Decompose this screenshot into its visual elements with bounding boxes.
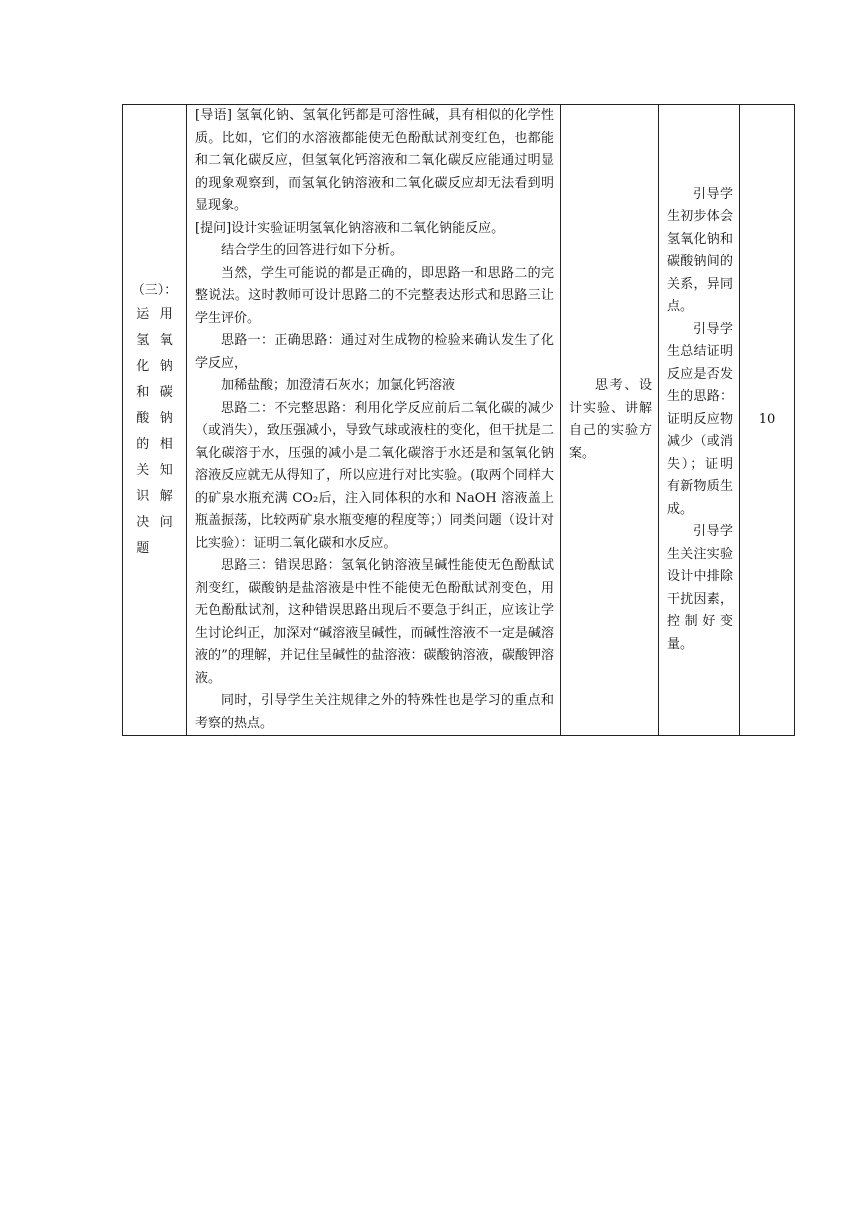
student-activity-content: [561, 375, 658, 465]
intent-paragraph: 引导学生总结证明反应是否发生的思路：证明反应物减少（或消失）；证明有新物质生成。: [667, 321, 733, 517]
section-title-char: 化: [136, 358, 150, 374]
section-title-char: 的: [136, 436, 150, 452]
section-title-char: 知: [159, 462, 173, 478]
section-title-char: 用: [159, 306, 173, 322]
section-title-char: 酸: [136, 410, 150, 426]
table-row: [123, 105, 795, 736]
lesson-plan-table: [122, 104, 795, 736]
teacher-paragraph: 思路三：错误思路：氢氧化钠溶液呈碱性能使无色酚酞试剂变红，碳酸钠是盐溶液是中性不能使无色酚酞试剂变色，用无色酚酞试剂，这种错误思路出现后不要急于纠正，应该让学生讨论纠正，加深对“碱溶液呈碱性，而碱性溶液不一定是碱溶液的”的理解，并记住呈碱性的盐溶液：碳酸钠溶液，碳酸钾溶液。: [195, 558, 554, 686]
section-title-char: 识: [136, 488, 150, 504]
teacher-paragraph: 当然，学生可能说的都是正确的，即思路一和思路二的完整说法。这时教师可设计思路二的不完整表达形式和思路三让学生评价。: [195, 265, 554, 326]
design-intent-content: [659, 184, 739, 657]
time-value: 10: [758, 411, 776, 427]
student-activity-cell: [561, 105, 659, 736]
section-title-char: 碳: [159, 384, 173, 400]
section-title-char: 相: [159, 436, 173, 452]
section-title-char: 钠: [159, 358, 173, 374]
teacher-paragraph: 结合学生的回答进行如下分析。: [221, 243, 404, 258]
section-title-char: 氢: [136, 332, 150, 348]
design-intent-cell: [659, 105, 740, 736]
section-title-char: 钠: [159, 410, 173, 426]
teacher-paragraph: [导语] 氢氧化钠、氢氧化钙都是可溶性碱，具有相似的化学性质。比如，它们的水溶液都能使无色酚酞试剂变红色，也都能和二氧化碳反应，但氢氧化钙溶液和二氧化碳反应能通过明显的现象观察到，而氢氧化钠溶液和二氧化碳反应却无法看到明显现象。: [195, 108, 554, 213]
teacher-paragraph: 加稀盐酸；加澄清石灰水；加氯化钙溶液: [221, 378, 456, 393]
teacher-paragraph: 同时，引导学生关注规律之外的特殊性也是学习的重点和考察的热点。: [195, 693, 554, 731]
teacher-activity-cell: [187, 105, 561, 736]
section-label: （三）：: [131, 283, 178, 299]
section-title-char: 解: [159, 488, 173, 504]
section-title-char: 运: [136, 306, 150, 322]
section-title-char: 氧: [159, 332, 173, 348]
intent-paragraph: 引导学生关注实验设计中排除干扰因素，控制好变量。: [667, 524, 733, 652]
teacher-paragraph: 思路一：正确思路：通过对生成物的检验来确认发生了化学反应，: [195, 333, 554, 371]
section-title-char: 题: [136, 540, 150, 556]
teacher-paragraph: 思路二：不完整思路：利用化学反应前后二氧化碳的减少（或消失），致压强减小，导致气球或液柱的变化，但干扰是二氧化碳溶于水，压强的减小是二氧化碳溶于水还是和氢氧化钠溶液反应就无从得知了，所以应进行对比实验。(取两个同样大的矿泉水瓶充满 CO₂后，注入同体积的水和 NaOH 溶液盖上瓶盖振荡，比较两矿泉水瓶变瘪的程度等；）同类问题（设计对比实验）：证明二氧化碳和水反应。: [195, 400, 554, 551]
time-cell: [740, 105, 795, 736]
section-cell: [123, 105, 187, 736]
teacher-activity-content: [187, 105, 560, 735]
section-title-char: 关: [136, 462, 150, 478]
teacher-paragraph: [提问]设计实验证明氢氧化钠溶液和二氧化钠能反应。: [195, 220, 505, 236]
section-title-char: 问: [159, 514, 173, 530]
section-title-char: 决: [136, 514, 150, 530]
student-paragraph: 思考、设计实验、讲解自己的实验方案。: [569, 378, 652, 461]
section-title-char: 和: [136, 384, 150, 400]
section-title: [123, 303, 186, 560]
intent-paragraph: 引导学生初步体会氢氧化钠和碳酸钠间的关系，异同点。: [667, 186, 733, 315]
